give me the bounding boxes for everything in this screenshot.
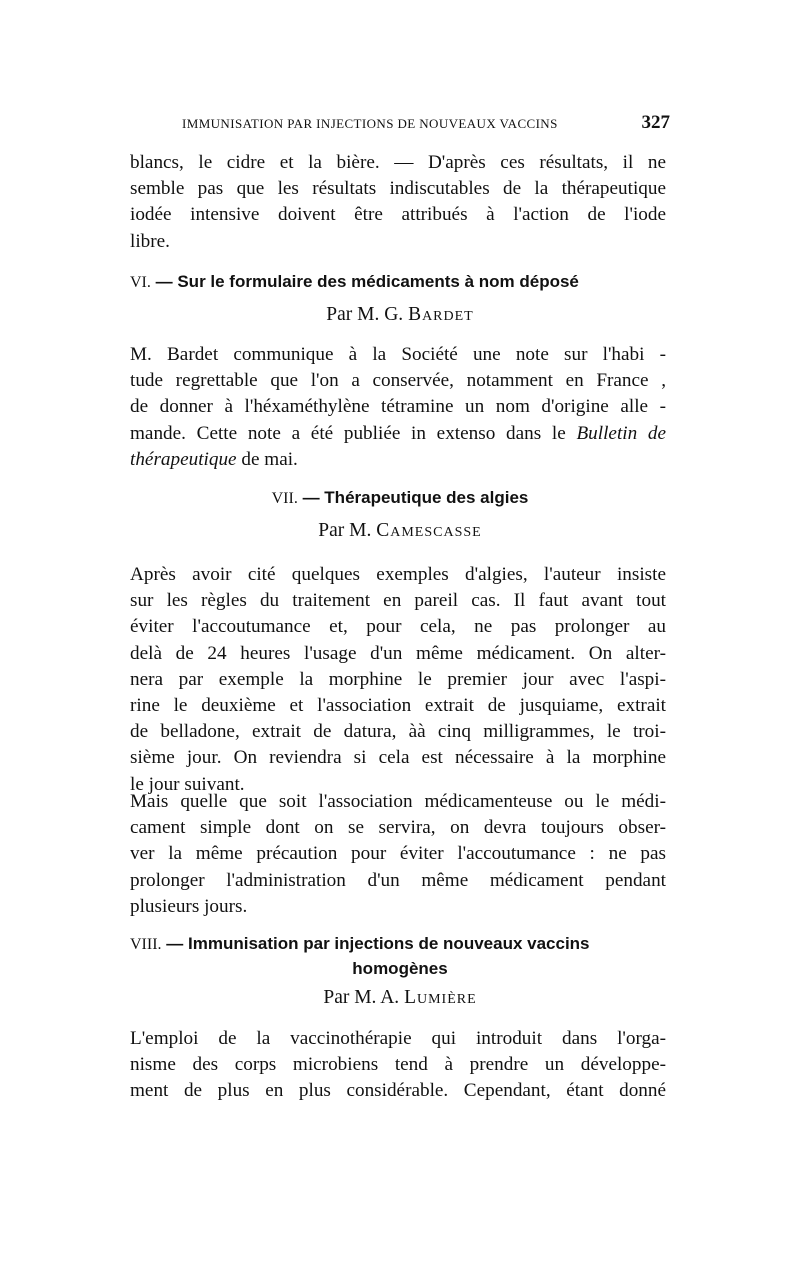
section-8-heading-line-1 (130, 932, 670, 957)
section-8-paragraph (130, 1026, 666, 1105)
section-7-p2-line-3: ver la même précaution pour éviter l'accoutumance : ne pas (130, 843, 666, 865)
section-7-p1-line-9: le jour suivant. (130, 773, 245, 795)
section-8-author: Lumière (404, 987, 477, 1008)
section-7-p2-line-2: cament simple dont on se servira, on devra toujours obser- (130, 817, 666, 839)
section-6-line-4-text: mande. Cette note a été publiée in extenso dans le (130, 422, 566, 444)
section-6-paragraph (130, 342, 666, 473)
section-7-paragraph-2 (130, 789, 666, 920)
section-7-p1-line-5: nera par exemple la morphine le premier jour avec l'aspi- (130, 668, 666, 690)
section-6-byline (130, 304, 670, 326)
section-6-line-5 (130, 447, 666, 473)
section-8-number: VIII. (130, 936, 162, 953)
section-7-p1-line-1: Après avoir cité quelques exemples d'algies, l'auteur insiste (130, 564, 666, 585)
section-8-heading-line-2 (130, 957, 670, 981)
section-7-byline (130, 520, 670, 542)
section-7-number: VII. (271, 490, 298, 507)
section-6-title: — Sur le formulaire des médicaments à nom déposé (155, 272, 579, 291)
section-6-line-5-text: de mai. (241, 448, 298, 470)
section-8-title-line-1: — Immunisation par injections de nouveaux vaccins (166, 934, 590, 953)
section-8-title-line-2: homogènes (352, 959, 448, 978)
section-7-p1-line-6: rine le deuxième et l'association extrait de jusquiame, extrait (130, 695, 666, 717)
section-7-p2-line-5: plusieurs jours. (130, 895, 248, 917)
section-7-byline-prefix: Par M. (318, 520, 372, 541)
intro-line-4: libre. (130, 230, 170, 252)
running-title: IMMUNISATION PAR INJECTIONS DE NOUVEAUX VACCINS (182, 116, 558, 131)
intro-line-3: iodée intensive doivent être attribués à l'action de l'iode (130, 204, 666, 226)
section-7-author: Camescasse (376, 520, 482, 541)
section-6-heading (130, 270, 670, 295)
section-6-number: VI. (130, 274, 151, 291)
journal-title-part2: thérapeutique (130, 448, 237, 470)
running-head (182, 112, 670, 134)
section-8-heading (130, 932, 670, 981)
section-7-paragraph-1 (130, 562, 666, 798)
section-7-p1-line-2: sur les règles du traitement en pareil cas. Il faut avant tout (130, 590, 666, 612)
section-6-byline-prefix: Par M. G. (326, 304, 404, 325)
intro-paragraph (130, 150, 666, 255)
section-7-p1-line-4: delà de 24 heures l'usage d'un même médicament. On alter- (130, 642, 666, 664)
section-8-line-2: nisme des corps microbiens tend à prendre un développe- (130, 1054, 666, 1076)
section-8-byline (130, 987, 670, 1009)
section-8-line-3: ment de plus en plus considérable. Cependant, étant donné (130, 1080, 666, 1102)
section-7-p1-line-7: de belladone, extrait de datura, àà cinq milligrammes, le troi- (130, 721, 666, 743)
section-7-p1-line-8: sième jour. On reviendra si cela est nécessaire à la morphine (130, 747, 666, 769)
page-number: 327 (641, 112, 670, 133)
section-7-p2-line-1: Mais quelle que soit l'association médicamenteuse ou le médi- (130, 791, 666, 812)
section-6-line-1: M. Bardet communique à la Société une note sur l'habi - (130, 344, 666, 365)
journal-title-part1: Bulletin de (576, 422, 667, 444)
intro-line-1: blancs, le cidre et la bière. — D'après ces résultats, il ne (130, 152, 666, 173)
section-8-line-1: L'emploi de la vaccinothérapie qui introduit dans l'orga- (130, 1028, 666, 1049)
section-7-p2-line-4: prolonger l'administration d'un même médicament pendant (130, 869, 666, 891)
section-6-line-4 (130, 421, 666, 447)
section-8-byline-prefix: Par M. A. (323, 987, 400, 1008)
section-7-heading (130, 486, 670, 511)
section-6-author: Bardet (408, 304, 474, 325)
section-7-p1-line-3: éviter l'accoutumance et, pour cela, ne pas prolonger au (130, 616, 666, 638)
section-7-title: — Thérapeutique des algies (302, 488, 529, 507)
section-6-line-2: tude regrettable que l'on a conservée, notamment en France , (130, 370, 666, 392)
intro-line-2: semble pas que les résultats indiscutables de la thérapeutique (130, 178, 666, 200)
section-6-line-3: de donner à l'héxaméthylène tétramine un nom d'origine alle - (130, 396, 666, 418)
